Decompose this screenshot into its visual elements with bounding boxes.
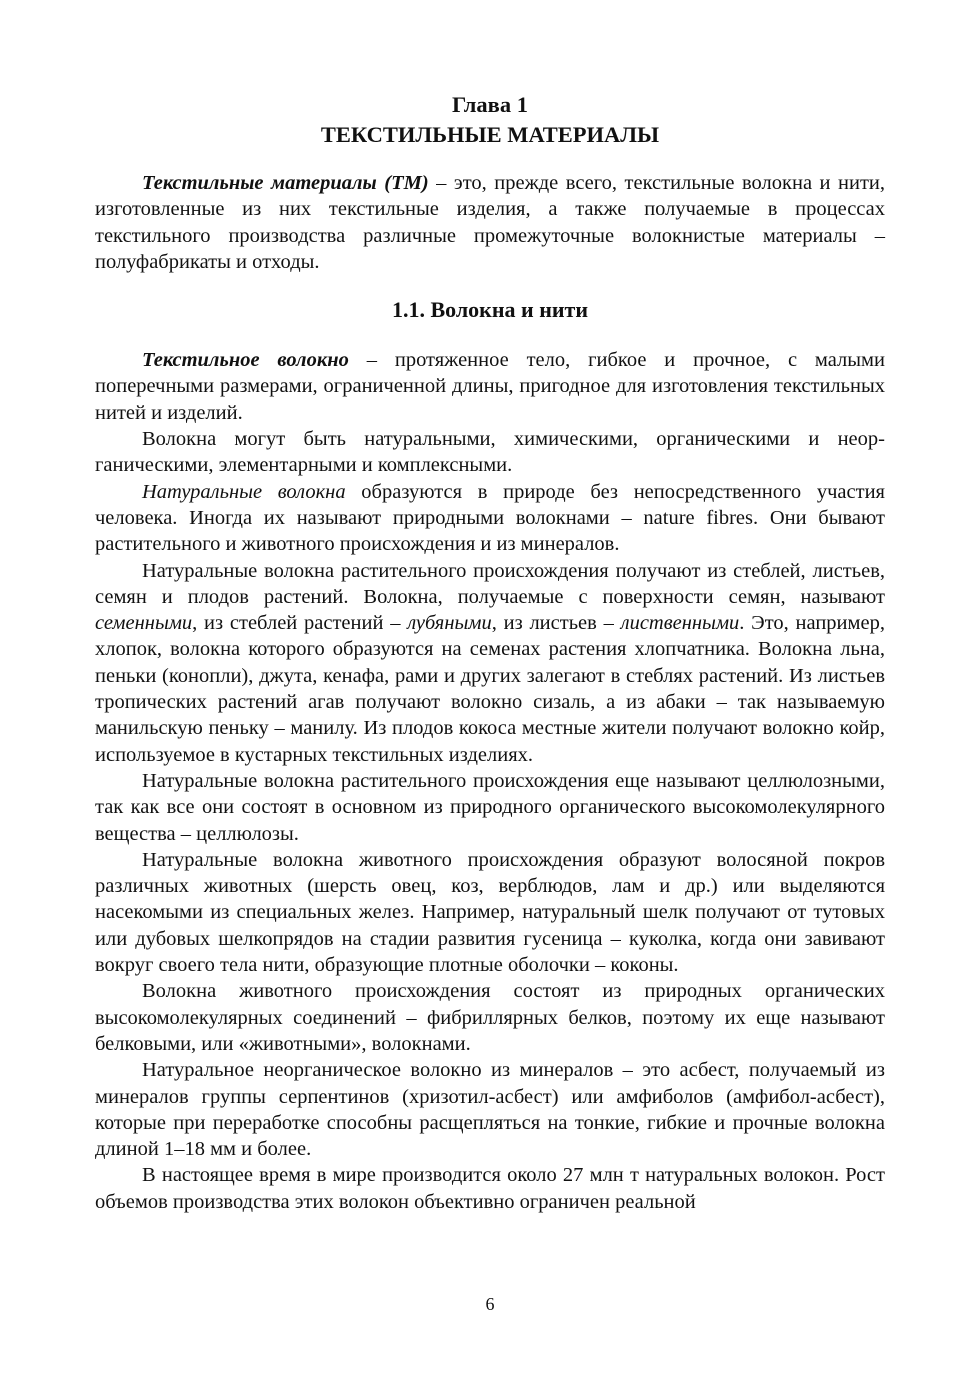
paragraph-text: , из листьев – bbox=[491, 612, 621, 635]
paragraph-natural-fibers bbox=[95, 479, 885, 558]
paragraph-textile-fiber bbox=[95, 347, 885, 426]
paragraph-text: , из стеблей растений – bbox=[192, 612, 408, 635]
paragraph-text: – протяженное тело, гибкое и прочное, с малыми поперечными размерами, ограниченной длины, пригодное для изготовления текстильных нитей и изделий. bbox=[95, 349, 885, 424]
intro-term: Текстильные материалы (ТМ) bbox=[142, 172, 429, 194]
paragraph-text: Натуральные волокна растительного происхождения получают из стеблей, листьев, семян и плодов растений. Волокна, получаемые с поверхности семян, называют bbox=[95, 559, 885, 608]
page-number: 6 bbox=[485, 1294, 495, 1314]
paragraph-mineral-fibers: Натуральное неорганическое волокно из минералов – это асбест, получаемый из минералов группы серпентинов (хризотил-асбест) или амфиболов (амфибол-асбест), которые при переработке способны расщепляться на тонкие, гибкие и прочные волокна длиной 1–18 мм и более. bbox=[95, 1059, 885, 1161]
term-leaf-fibers: лиственными bbox=[620, 612, 740, 635]
paragraph-protein-fibers: Волокна животного происхождения состоят из природных органических высокомолекулярных соединений – фибриллярных белков, поэтому их еще называют белковыми, или «животными», волокнами. bbox=[95, 980, 885, 1055]
section-title: 1.1. Волокна и нити bbox=[391, 297, 589, 323]
intro-paragraph bbox=[95, 170, 885, 275]
paragraph-cellulose-fibers: Натуральные волокна растительного происхождения еще называют целлюлозными, так как все они состоят в основном из природного органического высокомолекулярного вещества – целлюлозы. bbox=[95, 769, 885, 845]
document-page bbox=[95, 90, 885, 1215]
paragraph-animal-fibers: Натуральные волокна животного происхождения образуют волосяной покров различных животных (шерсть овец, коз, верблюдов, лам и др.) или выделяются насекомыми из специальных желез. Например, натуральный шелк получают от тутовых или дубовых шелкопрядов на стадии развития гусеница – куколка, когда они завивают вокруг своего тела нити, образующие плотные оболочки – коконы. bbox=[95, 848, 885, 977]
term-seed-fibers: семенными bbox=[95, 612, 193, 635]
chapter-number: Глава 1 bbox=[452, 92, 528, 117]
term-textile-fiber: Текстильное волокно bbox=[142, 349, 349, 372]
term-natural-fibers: Натуральные волокна bbox=[142, 480, 346, 503]
paragraph-production-volume: В настоящее время в мире производится около 27 млн т натуральных волокон. Рост объемов производства этих волокон объективно ограничен реальной bbox=[95, 1164, 885, 1213]
intro-text: – это, прежде всего, текстильные волокна и нити, изготовленные из них текстильные изделия, а также получаемые в процессах текстильного производства различные промежуточные волокнистые материалы – полуфабрикаты и отходы. bbox=[95, 172, 886, 273]
chapter-title: ТЕКСТИЛЬНЫЕ МАТЕРИАЛЫ bbox=[320, 122, 660, 147]
paragraph-plant-fibers bbox=[95, 558, 885, 768]
paragraph-fiber-types: Волокна могут быть натуральными, химическими, органическими и неорганическими, элементарными и комплексными. bbox=[95, 428, 885, 477]
paragraph-text: . Это, например, хлопок, волокна которого образуются на семенах растения хлопчатника. Волокна льна, пеньки (конопли), джута, кенафа, рами и других залегают в стеблях растений. Из листьев тропических растений агав получают волокно сизаль, а из абаки – так называемую манильскую пеньку – манилу. Из плодов кокоса местные жители получают волокно койр, используемое в кустарных текстильных изделиях. bbox=[95, 612, 885, 766]
paragraph-text: образуются в природе без непосредственного участия человека. Иногда их называют природными волокнами – nature fibres. Они бывают растительного и животного происхождения и из минералов. bbox=[95, 480, 885, 556]
term-bast-fibers: лубяными bbox=[407, 612, 492, 635]
